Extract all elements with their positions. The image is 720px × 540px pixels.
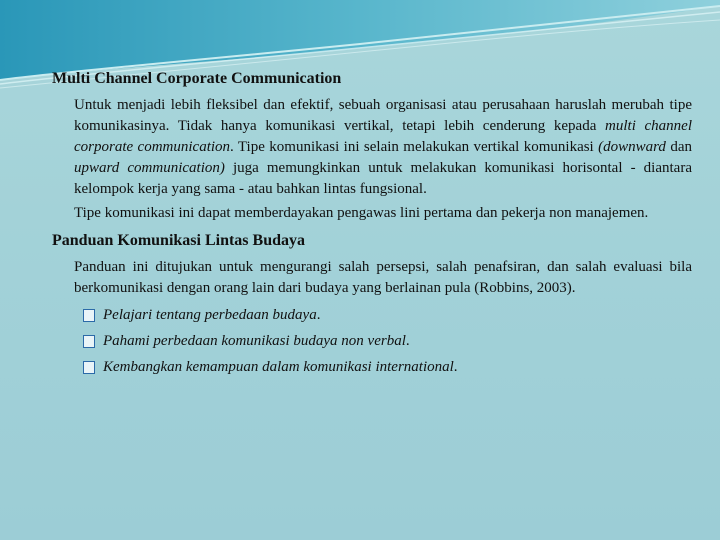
- para-italic-term: multi channel corporate communication: [74, 118, 692, 155]
- list-item: [83, 328, 692, 354]
- section-title-cross-cultural: Panduan Komunikasi Lintas Budaya: [52, 232, 305, 249]
- para-italic-term: upward communication): [74, 160, 225, 176]
- checkbox-bullet-icon: [83, 361, 95, 374]
- para-text: . Tipe komunikasi ini selain melakukan vertikal komunikasi: [230, 139, 599, 155]
- checkbox-bullet-icon: [83, 335, 95, 348]
- para-text: juga memungkinkan untuk melakukan komunikasi horisontal - diantara kelompok kerja yang sama - atau bahkan lintas fungsional.: [74, 160, 692, 197]
- para-italic-term: (downward: [598, 139, 666, 155]
- guideline-list: [83, 302, 692, 380]
- section-title-corporate-communication: Multi Channel Corporate Communication: [52, 70, 342, 87]
- slide-content: [52, 68, 692, 380]
- paragraph-corporate-communication: [74, 95, 692, 200]
- checkbox-bullet-icon: [83, 309, 95, 322]
- list-item: [83, 354, 692, 380]
- list-item-label: Pelajari tentang perbedaan budaya: [103, 307, 317, 323]
- list-item-period: .: [453, 359, 458, 375]
- paragraph-cross-cultural: Panduan ini ditujukan untuk mengurangi salah persepsi, salah penafsiran, dan salah evaluasi bila berkomunikasi dengan orang lain dari budaya yang berlainan pula (Robbins, 2003).: [74, 259, 692, 296]
- paragraph-empowerment: Tipe komunikasi ini dapat memberdayakan pengawas lini pertama dan pekerja non manajemen.: [74, 205, 649, 221]
- para-text: dan: [665, 139, 692, 155]
- list-item-period: .: [316, 307, 321, 323]
- para-text: Untuk menjadi lebih fleksibel dan efektif, sebuah organisasi atau perusahaan haruslah merubah tipe komunikasinya. Tidak hanya komunikasi vertikal, tetapi lebih cenderung kepada: [74, 97, 692, 134]
- list-item-label: Kembangkan kemampuan dalam komunikasi international: [103, 359, 454, 375]
- list-item: [83, 302, 692, 328]
- list-item-label: Pahami perbedaan komunikasi budaya non verbal: [103, 333, 406, 349]
- list-item-period: .: [405, 333, 410, 349]
